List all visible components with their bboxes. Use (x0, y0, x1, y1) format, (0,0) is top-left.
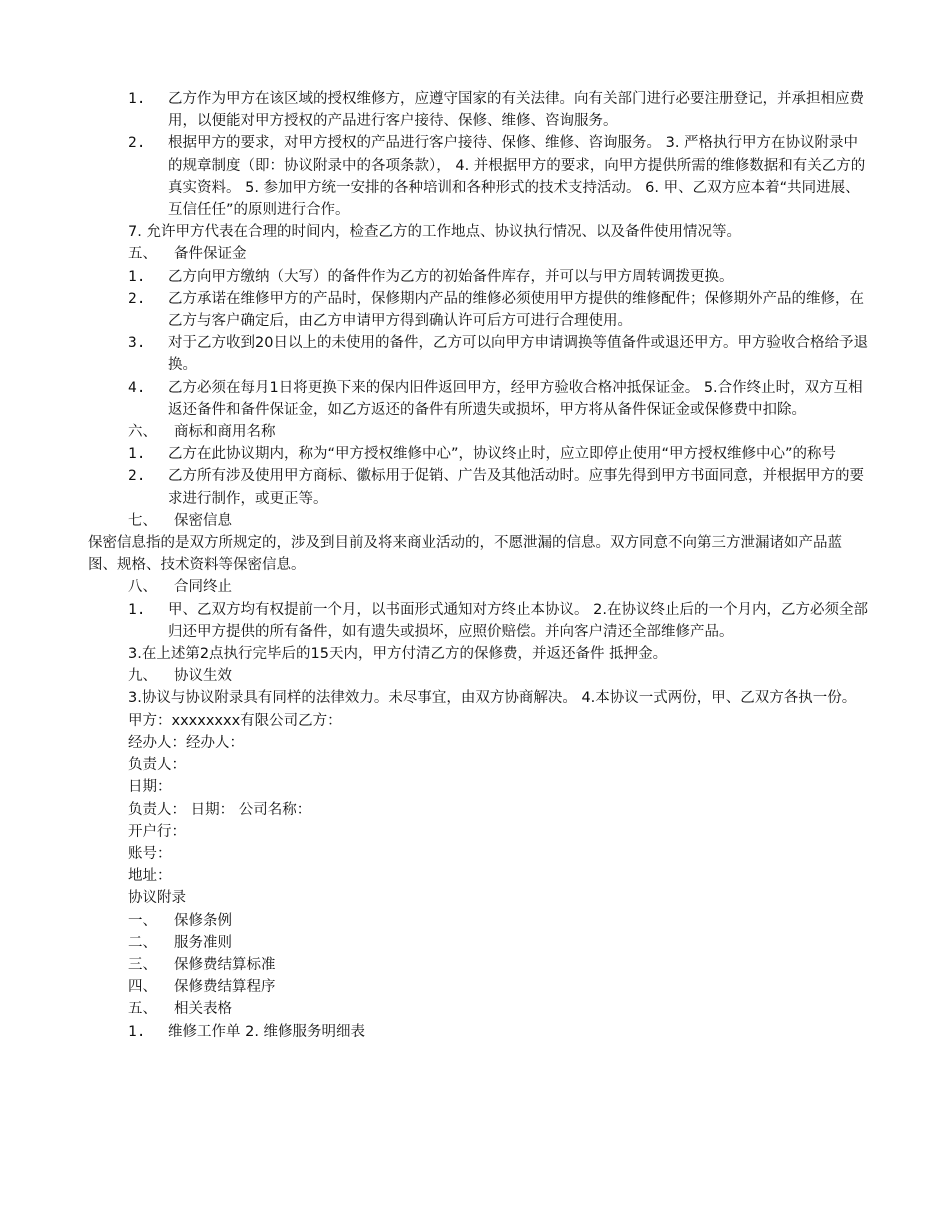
section-heading (88, 421, 870, 443)
section-title: 保密信息 (174, 512, 232, 529)
section-number: 五、 (128, 246, 157, 263)
signature-line: 经办人：经办人： (128, 734, 244, 751)
section-heading (88, 510, 870, 532)
list-number: 2. (128, 290, 146, 307)
list-text: 乙方必须在每月1日将更换下来的保内旧件返回甲方，经甲方验收合格冲抵保证金。 5.合作终止时，双方互相返还备件和备件保证金，如乙方返还的备件有所遗失或损坏，甲方将从备件保证金或保修费中扣除。 (168, 379, 863, 418)
section-number: 七、 (128, 512, 157, 529)
list-number: 1. (128, 268, 146, 285)
list-text: 乙方向甲方缴纳（大写）的备件作为乙方的初始备件库存，并可以与甲方周转调拨更换。 (168, 268, 734, 285)
list-item (88, 599, 870, 643)
appendix-title: 协议附录 (128, 890, 186, 907)
list-text: 维修工作单 2. 维修服务明细表 (168, 1023, 366, 1040)
list-number: 1. (128, 91, 146, 107)
list-item (88, 132, 870, 221)
section-title: 保修费结算标准 (174, 956, 276, 973)
list-text: 乙方所有涉及使用甲方商标、徽标用于促销、广告及其他活动时。应事先得到甲方书面同意，并根据甲方的要求进行制作，或更正等。 (168, 468, 864, 507)
appendix-item (88, 954, 870, 976)
section-heading (88, 576, 870, 598)
section-number: 五、 (128, 1001, 157, 1018)
list-number: 2. (128, 468, 146, 485)
section-number: 八、 (128, 579, 157, 596)
list-text: 乙方承诺在维修甲方的产品时，保修期内产品的维修必须使用甲方提供的维修配件；保修期外产品的维修，在乙方与客户确定后，由乙方申请甲方得到确认许可后方可进行合理使用。 (168, 290, 864, 330)
section-title: 服务准则 (174, 934, 232, 951)
section-number: 九、 (128, 668, 157, 685)
section-heading (88, 665, 870, 687)
signature-line: 甲方：xxxxxxxx有限公司乙方： (128, 712, 342, 729)
section-number: 二、 (128, 934, 157, 951)
section-number: 六、 (128, 424, 157, 441)
section-title: 相关表格 (174, 1001, 232, 1018)
section-title: 协议生效 (174, 668, 232, 685)
list-text: 根据甲方的要求，对甲方授权的产品进行客户接待、保修、维修、咨询服务。 3. 严格执行甲方在协议附录中的规章制度（即：协议附录中的各项条款）， 4. 并根据甲方的要求，向甲方提供所需的维修数据和有关乙方的真实资料。 5. 参加甲方统一安排的各种培训和各种形式的技术支持活动。 6. 甲、乙双方应本着“共同进展、互信任任”的原则进行合作。 (168, 135, 866, 219)
paragraph: 3.协议与协议附录具有同样的法律效力。未尽事宜，由双方协商解决。 4.本协议一式两份，甲、乙双方各执一份。 (128, 690, 857, 707)
paragraph: 3.在上述第2点执行完毕后的15天内，甲方付清乙方的保修费，并返还备件 抵押金。 (128, 646, 668, 663)
signature-line: 负责人： (128, 757, 186, 774)
signature-line: 日期： (128, 779, 172, 796)
appendix-item (88, 976, 870, 998)
section-title: 备件保证金 (174, 246, 247, 263)
list-item (88, 88, 870, 132)
list-number: 4. (128, 379, 146, 396)
list-item (88, 288, 870, 332)
list-item (88, 266, 870, 288)
section-heading (88, 243, 870, 265)
appendix-item (88, 932, 870, 954)
appendix-item (88, 910, 870, 932)
section-title: 商标和商用名称 (174, 424, 276, 441)
list-number: 1. (128, 446, 146, 463)
appendix-item (88, 998, 870, 1020)
list-item (88, 1021, 870, 1043)
section-number: 三、 (128, 956, 157, 973)
signature-line: 账号： (128, 845, 172, 862)
signature-line: 负责人： 日期： 公司名称： (128, 801, 312, 818)
section-title: 保修条例 (174, 912, 232, 929)
signature-line: 开户行： (128, 823, 186, 840)
section-number: 四、 (128, 979, 157, 996)
signature-line: 地址： (128, 868, 172, 885)
paragraph: 保密信息指的是双方所规定的，涉及到目前及将来商业活动的，不愿泄漏的信息。双方同意不向第三方泄漏诸如产品蓝图、规格、技术资料等保密信息。 (88, 535, 842, 574)
list-number: 2. (128, 135, 146, 152)
list-item (88, 332, 870, 376)
list-number: 1. (128, 601, 146, 618)
list-text: 甲、乙双方均有权提前一个月，以书面形式通知对方终止本协议。 2.在协议终止后的一个月内，乙方必须全部归还甲方提供的所有备件，如有遗失或损坏，应照价赔偿。并向客户清还全部维修产品。 (168, 601, 868, 640)
list-text: 乙方作为甲方在该区域的授权维修方，应遵守国家的有关法律。向有关部门进行必要注册登记，并承担相应费用，以便能对甲方授权的产品进行客户接待、保修、维修、咨询服务。 (168, 91, 864, 130)
list-item (88, 443, 870, 465)
paragraph: 7. 允许甲方代表在合理的时间内，检查乙方的工作地点、协议执行情况、以及备件使用情况等。 (128, 224, 741, 241)
list-item (88, 465, 870, 509)
list-number: 3. (128, 335, 146, 352)
section-title: 保修费结算程序 (174, 979, 276, 996)
section-number: 一、 (128, 912, 157, 929)
list-text: 乙方在此协议期内，称为“甲方授权维修中心”，协议终止时，应立即停止使用“甲方授权维修中心”的称号 (168, 446, 837, 463)
section-title: 合同终止 (174, 579, 232, 596)
list-text: 对于乙方收到20日以上的未使用的备件，乙方可以向甲方申请调换等值备件或退还甲方。甲方验收合格给予退换。 (168, 335, 868, 374)
list-number: 1. (128, 1023, 146, 1040)
list-item (88, 377, 870, 421)
